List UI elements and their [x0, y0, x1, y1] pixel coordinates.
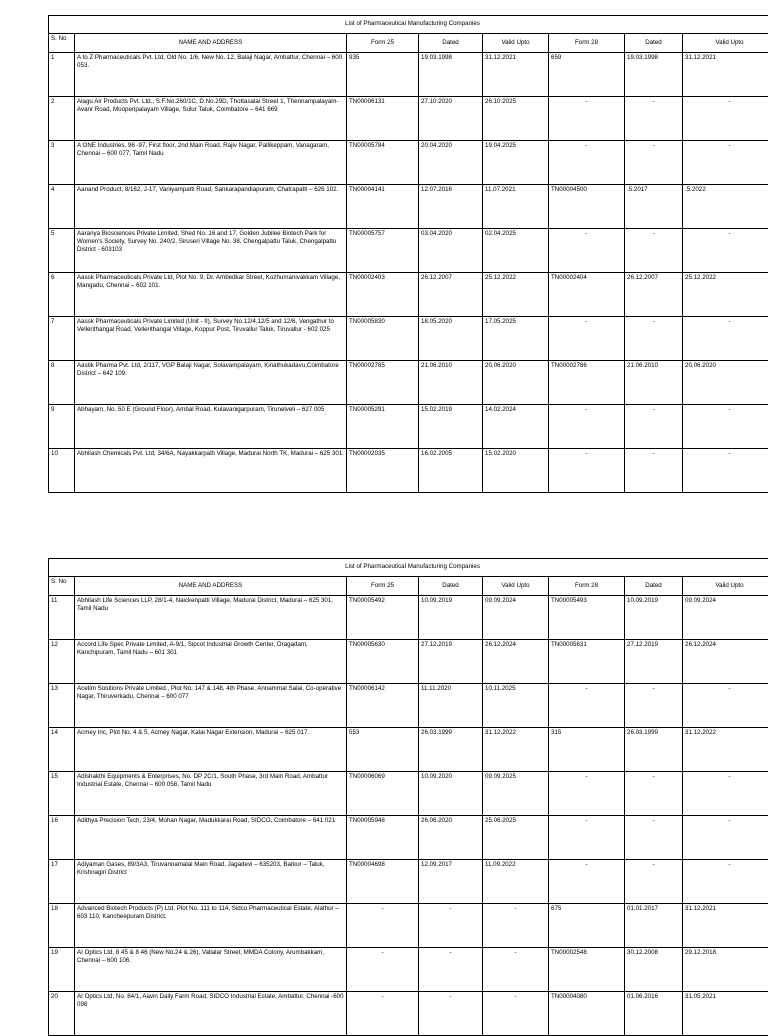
- cell-form28: 659: [549, 53, 625, 97]
- table-row: [49, 992, 768, 1036]
- cell-dated28: -: [625, 772, 683, 816]
- cell-sno: 5: [49, 229, 75, 273]
- cell-sno: 13: [49, 684, 75, 728]
- table-row: [49, 97, 768, 141]
- cell-dated28: -: [625, 229, 683, 273]
- cell-form25: TN00004141: [347, 185, 419, 229]
- cell-name: Aassk Pharmaceuticals Private Limited (Unit - II), Survey No.12/4,12/5 and 12/6, Vengathur to Vellerithangal Road, Vellerithangal Village, Koppur Post, Tiruvallur Taluk, Tiruvallur - 602 025: [75, 317, 347, 361]
- col-name: NAME AND ADDRESS: [75, 34, 347, 53]
- cell-dated25: 19.03.1998: [419, 53, 483, 97]
- cell-form25: TN00005492: [347, 596, 419, 640]
- table-row: [49, 816, 768, 860]
- header-row: [49, 577, 768, 596]
- cell-name: AI Optics Ltd, 8 45 & 8 46 (New No.24 & 26), Vallalar Street, MMDA Colony, Arumbakkam, Chennai – 600 106.: [75, 948, 347, 992]
- cell-dated25: 18.05.2020: [419, 317, 483, 361]
- cell-dated25: 27.10.2020: [419, 97, 483, 141]
- cell-form28: -: [549, 97, 625, 141]
- cell-dated25: 16.02.2005: [419, 449, 483, 493]
- cell-valid25: 26.12.2024: [483, 640, 549, 684]
- col-sno: S. No: [49, 577, 75, 596]
- cell-form25: TN00005757: [347, 229, 419, 273]
- cell-name: Advanced Biotech Products (P) Ltd, Plot No. 111 to 114, Sidco Pharmaceutical Estate, Alathur – 603 110, Kancheepuram District.: [75, 904, 347, 948]
- cell-name: Acmey Inc, Plot No. 4 & 5, Acmey Nagar, Kalai Nagar Extension, Madurai – 625 017.: [75, 728, 347, 772]
- cell-valid28: 09.09.2024: [683, 596, 768, 640]
- cell-form28: TN00002404: [549, 273, 625, 317]
- col-form25: Form 25: [347, 34, 419, 53]
- cell-valid28: -: [683, 229, 768, 273]
- cell-name: Adithya Precision Tech, 23/4, Mohan Nagar, Madukkarai Road, SIDCO, Coimbatore – 641 021: [75, 816, 347, 860]
- cell-dated28: 19.03.1998: [625, 53, 683, 97]
- cell-dated25: 15.02.2019: [419, 405, 483, 449]
- cell-valid25: 11.07.2021: [483, 185, 549, 229]
- cell-form28: -: [549, 816, 625, 860]
- cell-valid28: -: [683, 816, 768, 860]
- cell-form25: 935: [347, 53, 419, 97]
- col-valid25: Valid Upto: [483, 577, 549, 596]
- cell-dated28: 26.03.1999: [625, 728, 683, 772]
- cell-form25: TN00004698: [347, 860, 419, 904]
- cell-dated25: 11.11.2020: [419, 684, 483, 728]
- col-valid25: Valid Upto: [483, 34, 549, 53]
- cell-dated25: -: [419, 992, 483, 1036]
- table-row: [49, 273, 768, 317]
- table-body: [49, 53, 768, 493]
- cell-dated25: 10.09.2019: [419, 596, 483, 640]
- cell-valid28: .5.2022: [683, 185, 768, 229]
- cell-valid25: -: [483, 992, 549, 1036]
- header-row: [49, 34, 768, 53]
- cell-dated28: 01.01.2017: [625, 904, 683, 948]
- cell-valid28: 29.12.2018.: [683, 948, 768, 992]
- cell-valid25: 31.12.2021: [483, 53, 549, 97]
- cell-form28: TN00004080: [549, 992, 625, 1036]
- cell-name: Aassk Pharmaceuticals Private Ltd, Plot No. 9, Dr. Ambedkar Street, Kozhumanivakkam Village, Mangadu, Chennai – 602 101.: [75, 273, 347, 317]
- cell-valid25: 11.09.2022: [483, 860, 549, 904]
- cell-valid28: -: [683, 141, 768, 185]
- table-row: [49, 728, 768, 772]
- cell-form25: TN00005291: [347, 405, 419, 449]
- cell-form25: TN00005630: [347, 640, 419, 684]
- cell-form28: -: [549, 405, 625, 449]
- cell-form25: TN00006069: [347, 772, 419, 816]
- cell-form28: 315: [549, 728, 625, 772]
- cell-form28: 675: [549, 904, 625, 948]
- cell-sno: 1: [49, 53, 75, 97]
- col-form28: Form 28: [549, 577, 625, 596]
- table-row: [49, 185, 768, 229]
- cell-name: Abhilash Chemicals Pvt. Ltd, 34/6A, Nayakkarpatti Village, Madurai North TK, Madurai – 625 301.: [75, 449, 347, 493]
- cell-form28: TN00002786: [549, 361, 625, 405]
- cell-valid25: 10.11.2025: [483, 684, 549, 728]
- table-row: [49, 53, 768, 97]
- cell-valid25: 02.04.2025: [483, 229, 549, 273]
- cell-dated28: -: [625, 449, 683, 493]
- cell-dated25: 26.06.2020: [419, 816, 483, 860]
- cell-form28: -: [549, 684, 625, 728]
- cell-dated28: 27.12.2019: [625, 640, 683, 684]
- cell-form25: TN00002035: [347, 449, 419, 493]
- cell-form28: -: [549, 141, 625, 185]
- cell-form28: -: [549, 860, 625, 904]
- cell-valid28: -: [683, 97, 768, 141]
- cell-valid28: 31.12.2021: [683, 904, 768, 948]
- cell-valid25: 15.02.2020: [483, 449, 549, 493]
- cell-valid28: -: [683, 684, 768, 728]
- col-dated25: Dated: [419, 34, 483, 53]
- cell-valid25: 19.04.2025: [483, 141, 549, 185]
- cell-dated28: 21.06.2010: [625, 361, 683, 405]
- cell-dated25: 03.04.2020: [419, 229, 483, 273]
- cell-form28: TN00005631: [549, 640, 625, 684]
- cell-dated28: -: [625, 141, 683, 185]
- cell-dated25: 20.04.2020: [419, 141, 483, 185]
- table-row: [49, 405, 768, 449]
- cell-form28: TN00005493: [549, 596, 625, 640]
- cell-sno: 2: [49, 97, 75, 141]
- cell-sno: 4: [49, 185, 75, 229]
- cell-valid25: 31.12.2022: [483, 728, 549, 772]
- cell-valid28: 25.12.2022: [683, 273, 768, 317]
- cell-form28: -: [549, 449, 625, 493]
- cell-sno: 16: [49, 816, 75, 860]
- table-row: [49, 141, 768, 185]
- cell-dated28: 30.12.2008: [625, 948, 683, 992]
- cell-name: A ONE Industries, 96 -97, First floor, 2nd Main Road, Rajiv Nagar, Pallikeppam, Vanagaram, Chennai – 600 077, Tamil Nadu: [75, 141, 347, 185]
- col-dated28: Dated: [625, 577, 683, 596]
- cell-sno: 19: [49, 948, 75, 992]
- cell-form28: TN00002548: [549, 948, 625, 992]
- cell-valid28: -: [683, 860, 768, 904]
- cell-valid25: 25.06.2025: [483, 816, 549, 860]
- cell-dated28: 10.09.2019: [625, 596, 683, 640]
- cell-name: Adiyaman Gases, 89/3A3, Tiruvannamalai Main Road, Jagadevi – 635203, Barkur – Taluk, Krishnagiri District: [75, 860, 347, 904]
- table-row: [49, 449, 768, 493]
- table-row: [49, 317, 768, 361]
- cell-dated28: -: [625, 860, 683, 904]
- cell-valid28: 31.12.2022: [683, 728, 768, 772]
- cell-name: Aaranya Biosciences Private Limited, Shed No. 16 and 17, Golden Jubilee Biotech Park for Women's Society, Survey No. 240/2, Siruseri Village No. 38, Chengalpattu Taluk, Chengalpattu District - 603103: [75, 229, 347, 273]
- cell-dated25: 12.07.2016: [419, 185, 483, 229]
- cell-sno: 8: [49, 361, 75, 405]
- col-form25: Form 25: [347, 577, 419, 596]
- cell-dated25: -: [419, 904, 483, 948]
- cell-valid25: -: [483, 904, 549, 948]
- cell-form28: -: [549, 229, 625, 273]
- cell-valid25: 25.12.2022: [483, 273, 549, 317]
- cell-dated28: 01.06.2016: [625, 992, 683, 1036]
- table-row: [49, 684, 768, 728]
- cell-valid28: -: [683, 449, 768, 493]
- cell-sno: 11: [49, 596, 75, 640]
- cell-valid28: 31.12.2021: [683, 53, 768, 97]
- cell-valid28: 20.06.2020: [683, 361, 768, 405]
- cell-dated25: 21.06.2010: [419, 361, 483, 405]
- cell-name: Abhilash Life Sciences LLP, 28/1-4, Naickenpatti Village, Madurai District, Madurai – 625 301, Tamil Nadu: [75, 596, 347, 640]
- cell-valid25: 17.05.2025: [483, 317, 549, 361]
- table-row: [49, 229, 768, 273]
- cell-name: Acetim Solutions Private Limited., Plot No. 147 & 148, 4th Phase, Annammal Salai, Co-operative Nagar, Thiruverkadu, Chennai – 600 077: [75, 684, 347, 728]
- cell-form25: TN00005948: [347, 816, 419, 860]
- cell-form25: TN00005784: [347, 141, 419, 185]
- cell-dated28: -: [625, 405, 683, 449]
- cell-form25: -: [347, 992, 419, 1036]
- cell-form28: TN00004500: [549, 185, 625, 229]
- cell-sno: 20: [49, 992, 75, 1036]
- cell-form25: TN00002785: [347, 361, 419, 405]
- table-row: [49, 860, 768, 904]
- cell-dated25: 12.09.2017: [419, 860, 483, 904]
- cell-valid25: 26.10.2025: [483, 97, 549, 141]
- cell-sno: 17: [49, 860, 75, 904]
- cell-sno: 10: [49, 449, 75, 493]
- cell-form25: -: [347, 948, 419, 992]
- col-form28: Form 28: [549, 34, 625, 53]
- cell-form25: 553: [347, 728, 419, 772]
- table-row: [49, 772, 768, 816]
- cell-dated28: .5.2017: [625, 185, 683, 229]
- cell-dated25: 26.03.1999: [419, 728, 483, 772]
- cell-valid25: 20.06.2020: [483, 361, 549, 405]
- cell-form25: -: [347, 904, 419, 948]
- cell-valid25: 09.09.2025: [483, 772, 549, 816]
- cell-name: AI Optics Ltd, No. 84/1, Aavin Daily Farm Road, SIDCO Industrial Estate, Ambattur, Chennai -600 098: [75, 992, 347, 1036]
- table-row: [49, 361, 768, 405]
- col-dated25: Dated: [419, 577, 483, 596]
- col-dated28: Dated: [625, 34, 683, 53]
- table-row: [49, 596, 768, 640]
- col-sno: S. No: [49, 34, 75, 53]
- cell-dated28: -: [625, 317, 683, 361]
- cell-dated25: -: [419, 948, 483, 992]
- company-table-1: [48, 15, 768, 493]
- cell-valid25: -: [483, 948, 549, 992]
- table-row: [49, 904, 768, 948]
- cell-valid28: 31.05.2021: [683, 992, 768, 1036]
- cell-sno: 12: [49, 640, 75, 684]
- cell-dated28: 26.12.2007: [625, 273, 683, 317]
- col-name: NAME AND ADDRESS: [75, 577, 347, 596]
- cell-dated28: -: [625, 816, 683, 860]
- table-row: [49, 640, 768, 684]
- cell-valid28: -: [683, 772, 768, 816]
- cell-form28: -: [549, 317, 625, 361]
- cell-form28: -: [549, 772, 625, 816]
- cell-sno: 15: [49, 772, 75, 816]
- cell-form25: TN00006142: [347, 684, 419, 728]
- table-row: [49, 948, 768, 992]
- cell-dated25: 10.09.2020: [419, 772, 483, 816]
- cell-sno: 6: [49, 273, 75, 317]
- cell-valid25: 09.09.2024: [483, 596, 549, 640]
- table-body: [49, 596, 768, 1036]
- cell-sno: 9: [49, 405, 75, 449]
- cell-dated28: -: [625, 684, 683, 728]
- cell-name: Accord Life Spec Private Limited, A-9/1, Sipcot Industrial Growth Center, Oragadam, Kanchipuram, Tamil Nadu – 601 301: [75, 640, 347, 684]
- cell-name: A to Z Pharmaceuticals Pvt. Ltd, Old No. 1/6, New No. 12, Balaji Nagar, Ambattur, Chennai – 600 053.: [75, 53, 347, 97]
- cell-dated25: 26.12.2007: [419, 273, 483, 317]
- cell-valid28: -: [683, 405, 768, 449]
- cell-name: Aastik Pharma Pvt. Ltd, 2/117, VGP Balaji Nagar, Solavampalayam, Kinathukadavu,Coimbatore District – 642 109.: [75, 361, 347, 405]
- cell-sno: 14: [49, 728, 75, 772]
- cell-valid28: 26.12.2024: [683, 640, 768, 684]
- cell-name: Abhayam, No. 50 E (Ground Floor), Ambal Road, Kulavanigarpuram, Tirunelveli – 627 005: [75, 405, 347, 449]
- cell-valid28: -: [683, 317, 768, 361]
- cell-name: Adishakthi Equipments & Enterprises, No. DP 2C/1, South Phase, 3rd Main Road, Ambattur Industrial Estate, Chennai – 600 058, Tamil Nadu: [75, 772, 347, 816]
- table-title: List of Pharmaceutical Manufacturing Companies: [49, 559, 768, 577]
- cell-form25: TN00005830: [347, 317, 419, 361]
- col-valid28: Valid Upto: [683, 577, 768, 596]
- cell-dated28: -: [625, 97, 683, 141]
- cell-form25: TN00002403: [347, 273, 419, 317]
- cell-dated25: 27.12.2019: [419, 640, 483, 684]
- cell-sno: 3: [49, 141, 75, 185]
- cell-sno: 18: [49, 904, 75, 948]
- col-valid28: Valid Upto: [683, 34, 768, 53]
- table-title: List of Pharmaceutical Manufacturing Companies: [49, 16, 768, 34]
- cell-form25: TN00006131: [347, 97, 419, 141]
- company-table-2: [48, 558, 768, 1036]
- cell-valid25: 14.02.2024: [483, 405, 549, 449]
- cell-name: Aanand Product, 8/162, J-17, Vaniyampatti Road, Sankarapandiapuram, Chatrapatti – 626 102.: [75, 185, 347, 229]
- cell-name: Alagu Air Products Pvt. Ltd., S.F.No.260/1C, D.No.29D, Thottasalai Street 1, Thennampalayam-Avanr Road, Mooperipalayam Village, Sulur Taluk, Coimbatore – 641 669: [75, 97, 347, 141]
- cell-sno: 7: [49, 317, 75, 361]
